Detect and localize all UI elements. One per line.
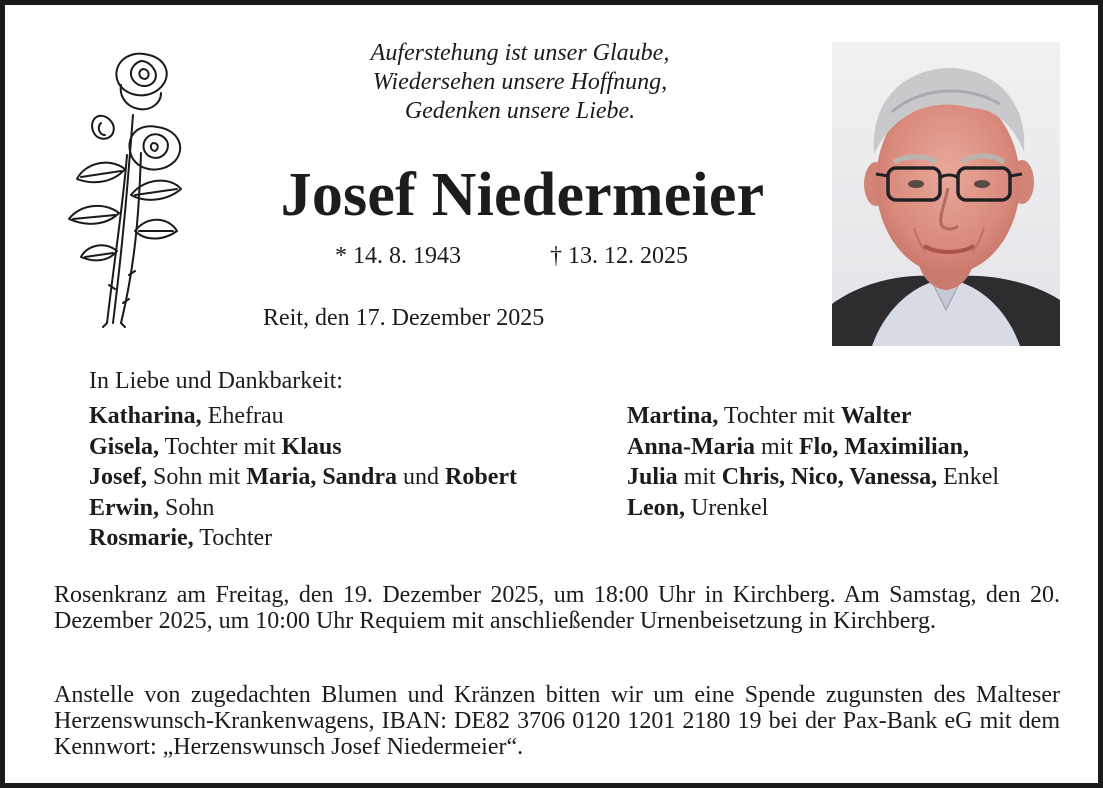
portrait-photo <box>832 42 1060 346</box>
mourner-line <box>89 493 517 524</box>
mourner-relation: Tochter mit <box>159 433 282 460</box>
mourner-name: Julia <box>627 464 678 490</box>
mourner-name: Maria, Sandra <box>246 464 398 490</box>
motto-verse <box>305 39 735 126</box>
mourners-intro: In Liebe und Dankbarkeit: <box>89 368 343 394</box>
mourner-relation: Sohn mit <box>146 464 247 490</box>
mourner-name: Flo, Maximilian, <box>799 433 970 460</box>
mourner-name: Gisela, <box>89 433 159 460</box>
mourner-name: Martina, <box>627 403 719 429</box>
mourner-name: Leon, <box>627 494 686 521</box>
mourner-relation: Tochter mit <box>718 403 841 429</box>
mourner-relation: Sohn <box>159 494 215 521</box>
mourner-name: Rosmarie, <box>89 525 194 551</box>
mourner-relation: mit <box>677 464 722 490</box>
mourner-line <box>89 432 517 463</box>
birth-date: * 14. 8. 1943 <box>335 243 461 269</box>
rose-bouquet-icon <box>49 45 197 329</box>
mourner-name: Josef, <box>89 464 147 490</box>
mourner-name: Walter <box>840 403 912 429</box>
mourner-relation: Tochter <box>193 525 273 551</box>
motto-line: Auferstehung ist unser Glaube, <box>370 40 670 66</box>
mourner-line <box>627 401 999 432</box>
death-date: † 13. 12. 2025 <box>550 243 688 269</box>
mourner-name: Chris, Nico, Vanessa, <box>721 464 938 490</box>
mourner-name: Robert <box>445 464 517 490</box>
mourner-name: Erwin, <box>89 494 160 521</box>
mourner-line <box>627 462 999 493</box>
mourner-line <box>627 493 999 524</box>
motto-line: Gedenken unsere Liebe. <box>404 98 636 124</box>
mourner-relation: Ehefrau <box>201 403 284 429</box>
mourner-name: Anna-Maria <box>627 433 755 460</box>
motto-line: Wiedersehen unsere Hoffnung, <box>372 69 668 95</box>
mourner-line <box>627 432 999 463</box>
mourner-line <box>89 401 517 432</box>
mourner-relation: und <box>397 464 446 490</box>
service-announcement: Rosenkranz am Freitag, den 19. Dezember 2025, um 18:00 Uhr in Kirchberg. Am Samstag, den 20. Dezember 2025, um 10:00 Uhr Requiem mit anschließender Urnenbeisetzung in Kirchberg. <box>54 582 1060 634</box>
mourner-line <box>89 523 517 554</box>
mourner-relation: Urenkel <box>685 494 769 521</box>
deceased-name: Josef Niedermeier <box>280 161 765 229</box>
mourner-name: Klaus <box>281 433 342 460</box>
mourners-right-column <box>627 401 999 523</box>
mourners-left-column <box>89 401 517 554</box>
mourner-name: Katharina, <box>89 403 202 429</box>
donation-request: Anstelle von zugedachten Blumen und Kränzen bitten wir um eine Spende zugunsten des Malteser Herzenswunsch-Krankenwagens, IBAN: DE82 3706 0120 1201 2180 19 bei der Pax-Bank eG mit dem Kennwort: „Herzenswunsch Josef Niedermeier“. <box>54 682 1060 760</box>
mourner-relation: mit <box>755 433 800 460</box>
mourner-relation: Enkel <box>937 464 1000 490</box>
mourner-line <box>89 462 517 493</box>
place-and-date: Reit, den 17. Dezember 2025 <box>263 305 545 331</box>
